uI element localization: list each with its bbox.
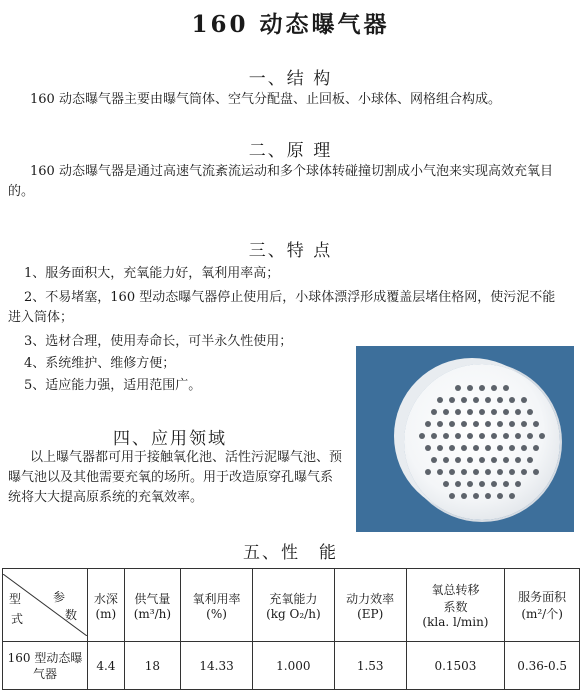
corner-col-label: 参 [53,590,66,605]
table-header-cell: 动力效率 (EP) [334,569,406,642]
perforation-hole [437,469,443,475]
table-header-cell: 服务面积 (m²/个) [505,569,580,642]
perforation-hole [461,469,467,475]
perforation-hole [479,481,485,487]
perforation-hole [461,421,467,427]
perforation-hole [527,457,533,463]
perforation-hole [437,421,443,427]
perforation-hole [521,469,527,475]
perforation-hole [449,469,455,475]
perforation-hole [509,421,515,427]
perforation-hole [497,397,503,403]
perforation-hole [497,469,503,475]
table-header-row [3,569,580,642]
table-header-cell: 氧利用率 (%) [181,569,253,642]
perforation-hole [443,433,449,439]
perforation-hole [503,433,509,439]
perforation-hole [425,421,431,427]
perforation-hole [473,469,479,475]
perforation-hole [479,409,485,415]
perforation-hole [455,409,461,415]
value-cell: 1.53 [334,642,406,690]
model-cell: 160 型动态曝气器 [3,642,88,690]
value-cell: 0.36-0.5 [505,642,580,690]
perforation-hole [437,445,443,451]
perforation-hole [455,457,461,463]
perforation-hole [485,421,491,427]
perforation-hole [527,409,533,415]
perforation-hole [467,385,473,391]
perforation-hole [515,433,521,439]
perforation-hole [485,445,491,451]
perforation-hole [539,433,545,439]
perforation-hole [443,409,449,415]
perforation-hole [467,433,473,439]
perforation-hole [497,421,503,427]
perforation-hole [479,385,485,391]
perforation-hole [467,409,473,415]
table-header-cell: 氧总转移 系数 (kla. l/min) [406,569,505,642]
perforation-hole [473,421,479,427]
perforation-hole [473,493,479,499]
perforation-hole [455,433,461,439]
perforation-hole [425,445,431,451]
perforation-hole [443,457,449,463]
perforation-hole [491,481,497,487]
perforation-hole [473,445,479,451]
feature-item: 5、适应能力强，适用范围广。 [24,378,202,393]
perforation-hole [461,445,467,451]
perforation-hole [509,469,515,475]
perforation-hole [479,433,485,439]
perforation-hole [467,481,473,487]
perforation-hole [479,457,485,463]
perforation-hole [461,493,467,499]
performance-table [2,568,580,690]
feature-item: 3、选材合理，使用寿命长，可半永久性使用； [24,334,293,349]
perforation-hole [449,421,455,427]
section-heading-principle: 二、原 理 [248,141,333,161]
page-title: 160 动态曝气器 [191,11,390,38]
perforation-hole [527,433,533,439]
perforation-hole [533,445,539,451]
perforation-hole [437,397,443,403]
principle-text: 160 动态曝气器是通过高速气流紊流运动和多个球体转碰撞切割成小气泡来实现高效充氧目的。 [8,164,553,199]
feature-item: 4、系统维护、维修方便； [24,356,176,371]
value-cell: 4.4 [88,642,125,690]
feature-item: 1、服务面积大，充氧能力好，氧利用率高； [24,266,280,281]
perforation-hole [497,493,503,499]
application-text: 以上曝气器都可用于接触氧化池、活性污泥曝气池、预曝气池以及其他需要充氧的场所。用于改造原穿孔曝气系统将大大提高原系统的充氧效率。 [8,450,343,505]
aerator-disc [404,364,560,520]
perforation-hole [515,409,521,415]
corner-row-label: 型 [9,592,22,607]
perforation-hole [425,469,431,475]
perforation-hole [533,469,539,475]
section-heading-features: 三、特 点 [248,241,333,261]
perforation-hole [509,397,515,403]
section-heading-structure: 一、结 构 [248,69,333,89]
perforation-hole [431,457,437,463]
table-row [3,642,580,690]
perforation-hole [491,385,497,391]
perforation-hole [521,421,527,427]
perforation-hole [473,397,479,403]
perforation-hole [515,481,521,487]
perforation-hole [455,481,461,487]
table-corner-cell [3,569,88,642]
perforation-hole [509,445,515,451]
perforation-hole [491,409,497,415]
perforation-hole [497,445,503,451]
perforation-hole [503,409,509,415]
perforation-hole [419,433,425,439]
perforation-hole [485,469,491,475]
perforation-hole [449,493,455,499]
corner-row-label: 式 [11,612,24,627]
value-cell: 14.33 [181,642,253,690]
corner-col-label: 数 [65,608,78,623]
feature-item: 2、不易堵塞，160 型动态曝气器停止使用后，小球体漂浮形成覆盖层堵住格网，使污泥不能进入筒体； [8,290,556,325]
perforation-hole [467,457,473,463]
perforation-hole [461,397,467,403]
perforation-hole [431,409,437,415]
structure-text: 160 动态曝气器主要由曝气筒体、空气分配盘、止回板、小球体、网格组合构成。 [30,92,501,107]
value-cell: 1.000 [253,642,335,690]
table-header-cell: 充氧能力 (kg O₂/h) [253,569,335,642]
section-heading-application: 四、应用领域 [113,429,227,449]
table-header-cell: 水深 (m) [88,569,125,642]
aerator-photo [356,346,574,532]
perforation-hole [485,493,491,499]
perforation-hole [455,385,461,391]
perforation-hole [515,457,521,463]
perforation-hole [491,433,497,439]
value-cell: 0.1503 [406,642,505,690]
section-heading-performance: 五、性 能 [243,543,338,563]
perforation-hole [491,457,497,463]
perforation-hole [443,481,449,487]
value-cell: 18 [124,642,180,690]
perforation-hole [533,421,539,427]
perforation-hole [449,445,455,451]
perforation-hole [521,445,527,451]
perforation-hole [485,397,491,403]
perforation-hole [503,481,509,487]
perforation-hole [521,397,527,403]
perforation-hole [503,385,509,391]
table-header-cell: 供气量 (m³/h) [124,569,180,642]
perforation-hole [449,397,455,403]
perforation-hole [509,493,515,499]
perforation-hole [503,457,509,463]
perforation-hole [431,433,437,439]
